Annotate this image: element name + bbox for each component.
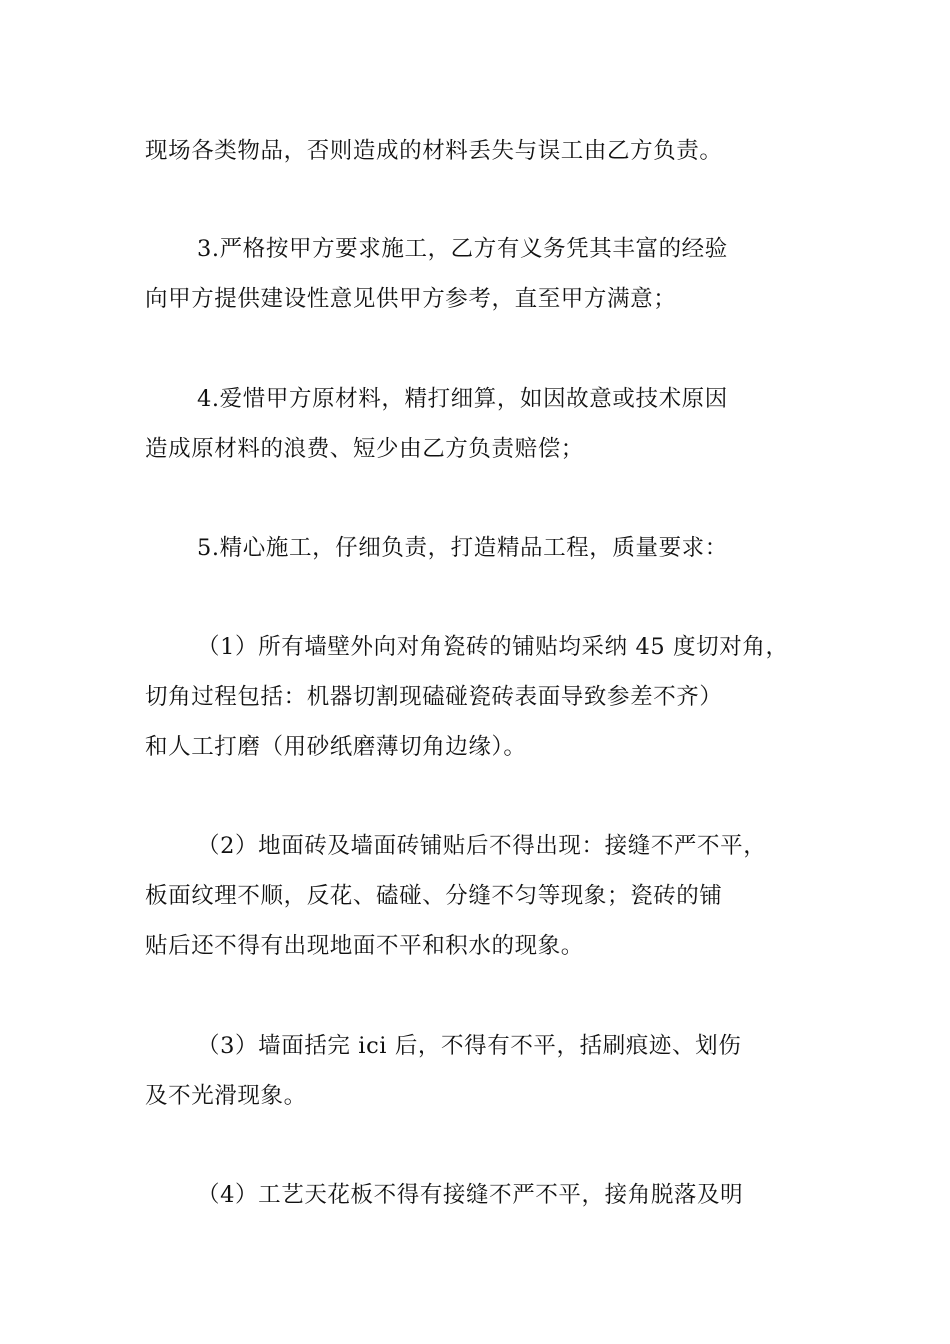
text-line: 及不光滑现象。	[145, 1083, 307, 1109]
text-line: 4.爱惜甲方原材料，精打细算，如因故意或技术原因	[197, 386, 728, 412]
text-line: （3）墙面括完 ici 后，不得有不平，括刷痕迹、划伤	[197, 1033, 742, 1059]
text-line: 5.精心施工，仔细负责，打造精品工程，质量要求：	[197, 535, 728, 561]
text-line: （4）工艺天花板不得有接缝不严不平，接角脱落及明	[197, 1182, 744, 1208]
text-line: 和人工打磨（用砂纸磨薄切角边缘）。	[145, 734, 527, 760]
text-line: 现场各类物品，否则造成的材料丢失与误工由乙方负责。	[145, 138, 723, 164]
text-line: 贴后还不得有出现地面不平和积水的现象。	[145, 933, 584, 959]
text-line: 切角过程包括：机器切割现磕碰瓷砖表面导致参差不齐）	[145, 684, 723, 710]
text-line: 板面纹理不顺，反花、磕碰、分缝不匀等现象；瓷砖的铺	[145, 883, 723, 909]
text-line: （1）所有墙壁外向对角瓷砖的铺贴均采纳 45 度切对角，	[197, 634, 789, 660]
text-line: 3.严格按甲方要求施工，乙方有义务凭其丰富的经验	[197, 236, 728, 262]
text-line: 向甲方提供建设性意见供甲方参考，直至甲方满意；	[145, 286, 677, 312]
text-line: 造成原材料的浪费、短少由乙方负责赔偿；	[145, 436, 584, 462]
text-line: （2）地面砖及墙面砖铺贴后不得出现：接缝不严不平，	[197, 833, 767, 859]
